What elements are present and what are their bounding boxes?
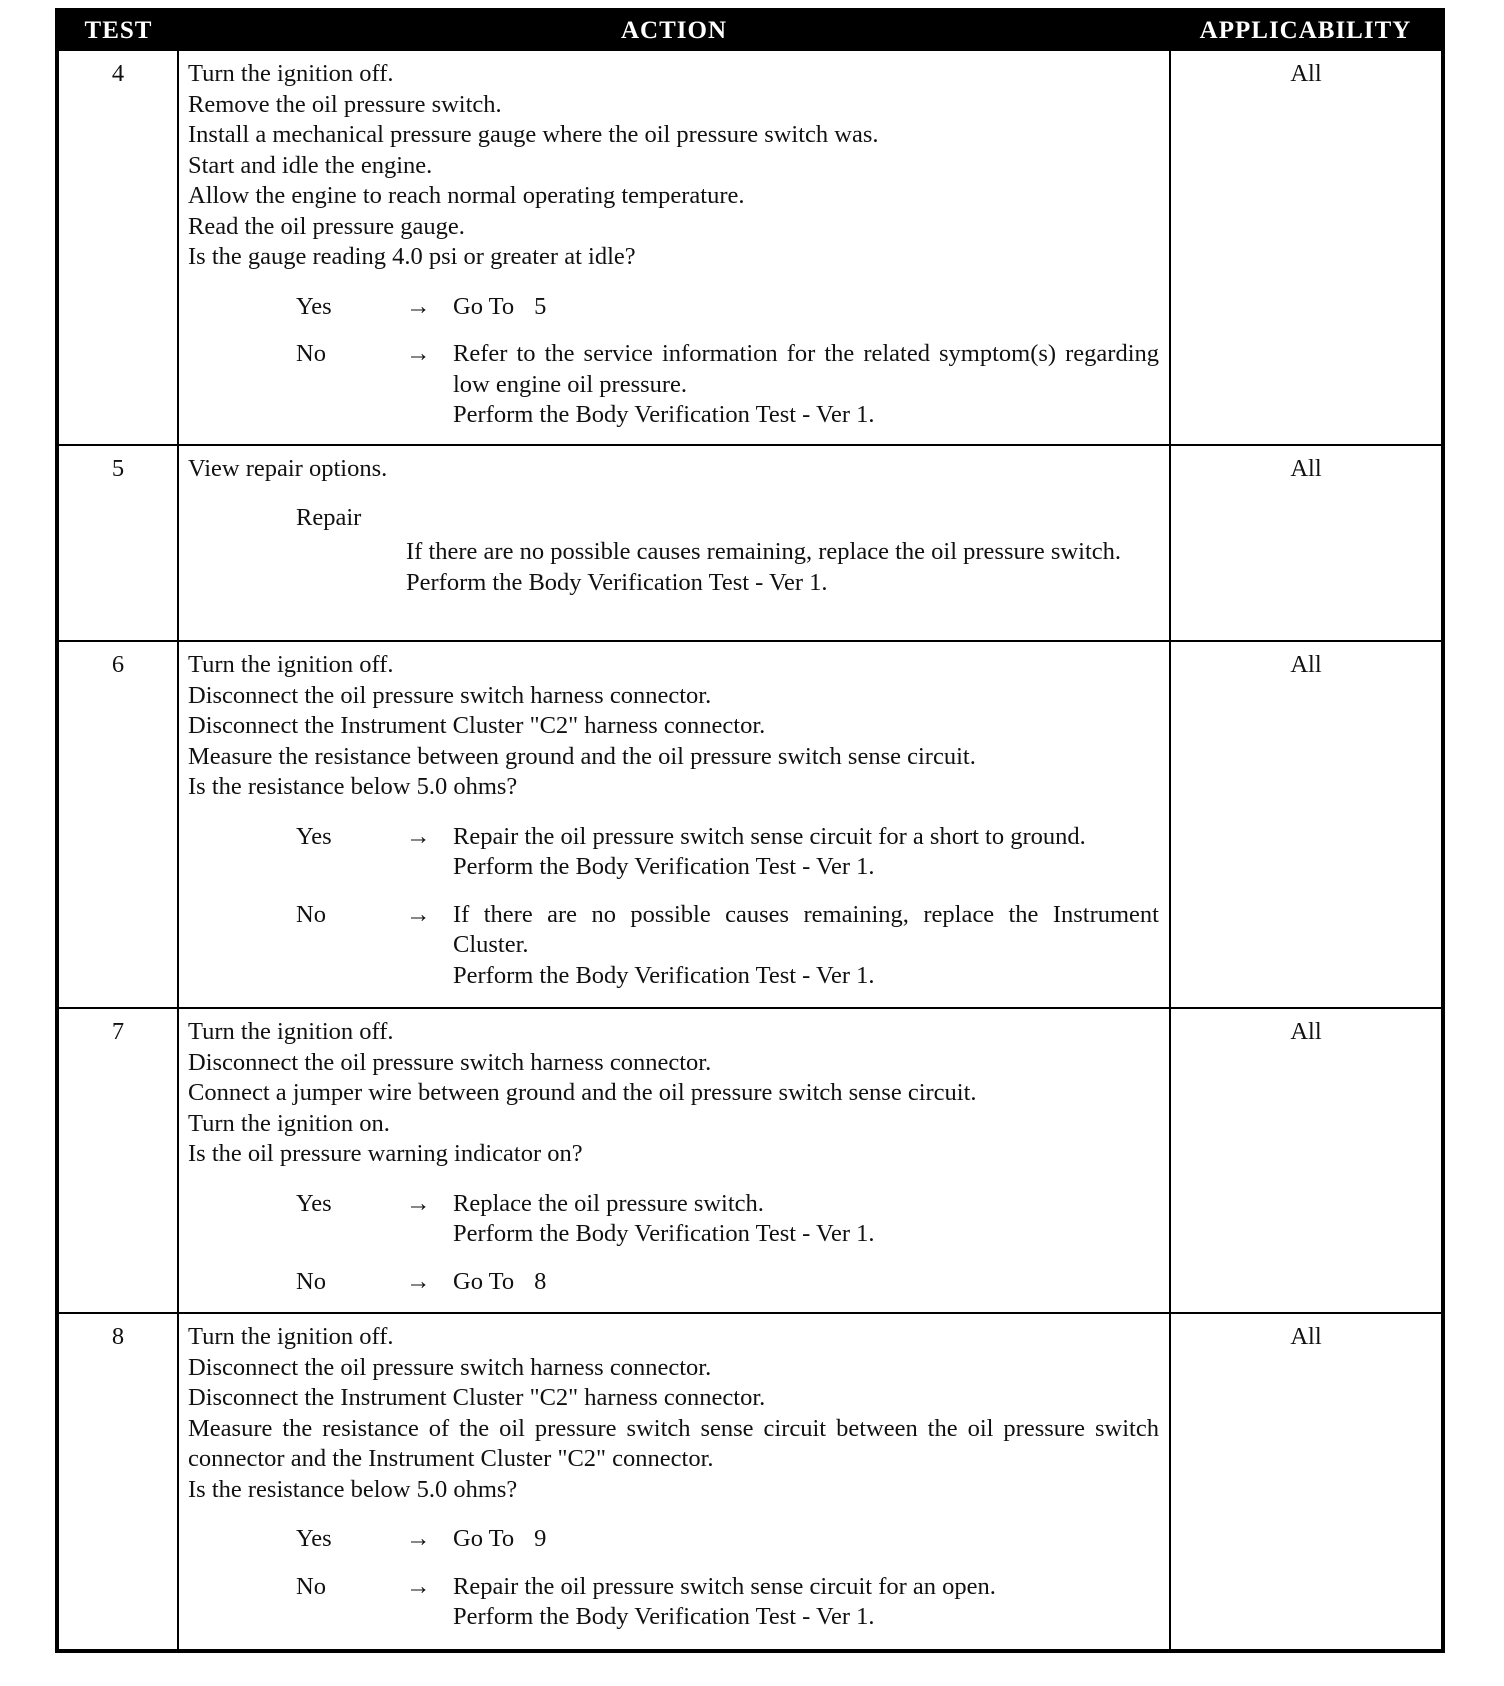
applicability-cell: All [1170, 445, 1443, 641]
arrow-icon: → [406, 292, 431, 320]
response-line: Repair the oil pressure switch sense circuit for a short to ground. [453, 822, 1086, 850]
test-number: 5 [57, 445, 178, 641]
step-line: Read the oil pressure gauge. [188, 212, 465, 240]
step-line: Remove the oil pressure switch. [188, 90, 502, 118]
arrow-icon: → [406, 900, 431, 928]
response-text [453, 900, 1159, 992]
go-to-number: 9 [534, 1525, 547, 1552]
step-line: Is the resistance below 5.0 ohms? [188, 773, 518, 800]
response-line: Replace the oil pressure switch. [453, 1189, 764, 1217]
yes-response [188, 1189, 1159, 1250]
yes-label: Yes [296, 1525, 332, 1552]
step-line: Measure the resistance between ground and the oil pressure switch sense circuit. [188, 742, 976, 770]
applicability-cell: All [1170, 1313, 1443, 1651]
test-row-6 [57, 641, 1443, 1008]
go-to-link[interactable] [453, 1524, 1159, 1555]
step-line: Disconnect the oil pressure switch harness connector. [188, 1048, 712, 1076]
test-row-4 [57, 50, 1443, 445]
step-line: Turn the ignition on. [188, 1109, 390, 1137]
test-row-5 [57, 445, 1443, 641]
response-line: Perform the Body Verification Test - Ver 1. [453, 401, 875, 428]
action-cell [178, 1313, 1170, 1651]
yes-response [188, 1524, 1159, 1555]
step-line: Disconnect the Instrument Cluster "C2" harness connector. [188, 1384, 766, 1411]
no-response [188, 900, 1159, 992]
header-applicability: APPLICABILITY [1170, 10, 1443, 50]
go-to-label: Go To [453, 292, 515, 320]
step-line: Is the gauge reading 4.0 psi or greater at idle? [188, 243, 636, 270]
yes-label: Yes [296, 822, 332, 850]
arrow-icon: → [406, 1572, 431, 1600]
test-row-8 [57, 1313, 1443, 1651]
yes-response [188, 822, 1159, 883]
table-header-row [57, 10, 1443, 50]
no-label: No [296, 1267, 326, 1295]
action-cell [178, 641, 1170, 1008]
diagnostic-test-table [55, 8, 1445, 1653]
test-number: 4 [57, 50, 178, 445]
go-to-number: 5 [534, 292, 547, 320]
response-line: If there are no possible causes remaining, replace the Instrument Cluster. [453, 900, 1159, 958]
no-label: No [296, 340, 326, 367]
step-line: Connect a jumper wire between ground and the oil pressure switch sense circuit. [188, 1079, 977, 1106]
step-line: Turn the ignition off. [188, 1323, 394, 1350]
response-text [453, 1572, 1159, 1633]
step-line: Turn the ignition off. [188, 1018, 394, 1045]
arrow-icon: → [406, 1525, 431, 1552]
step-line: Allow the engine to reach normal operating temperature. [188, 182, 745, 209]
no-label: No [296, 900, 326, 928]
applicability-cell: All [1170, 1008, 1443, 1313]
test-row-7 [57, 1008, 1443, 1313]
go-to-label: Go To [453, 1267, 515, 1295]
arrow-icon: → [406, 340, 431, 367]
step-line: Measure the resistance of the oil pressure switch sense circuit between the oil pressure switch connector and the Instrument Cluster "C2" connector. [188, 1414, 1159, 1472]
response-line: Refer to the service information for the related symptom(s) regarding low engine oil pressure. [453, 340, 1159, 398]
response-text [453, 822, 1159, 883]
header-test: TEST [57, 10, 178, 50]
step-line: Disconnect the oil pressure switch harness connector. [188, 1353, 712, 1381]
action-cell [178, 1008, 1170, 1313]
repair-label: Repair [296, 503, 362, 531]
applicability-cell: All [1170, 50, 1443, 445]
response-line: Perform the Body Verification Test - Ver 1. [453, 1220, 875, 1247]
step-line: Disconnect the Instrument Cluster "C2" harness connector. [188, 712, 766, 739]
go-to-label: Go To [453, 1525, 515, 1552]
no-response [188, 339, 1159, 431]
applicability-cell: All [1170, 641, 1443, 1008]
response-text [453, 339, 1159, 431]
no-label: No [296, 1572, 326, 1600]
repair-text [188, 537, 1159, 598]
step-line: Start and idle the engine. [188, 151, 433, 179]
arrow-icon: → [406, 1189, 431, 1217]
header-action: ACTION [178, 10, 1170, 50]
step-line: View repair options. [188, 455, 388, 482]
yes-label: Yes [296, 292, 332, 320]
test-number: 6 [57, 641, 178, 1008]
response-line: Perform the Body Verification Test - Ver 1. [453, 961, 875, 989]
step-line: Is the oil pressure warning indicator on? [188, 1140, 583, 1167]
arrow-icon: → [406, 1267, 431, 1295]
go-to-link[interactable] [453, 292, 1159, 323]
step-line: Install a mechanical pressure gauge where the oil pressure switch was. [188, 121, 879, 148]
go-to-number: 8 [534, 1267, 547, 1295]
yes-response [188, 292, 1159, 323]
response-line: If there are no possible causes remaining, replace the oil pressure switch. [406, 538, 1121, 565]
test-number: 8 [57, 1313, 178, 1651]
response-line: Perform the Body Verification Test - Ver 1. [453, 853, 875, 880]
response-line: Repair the oil pressure switch sense circuit for an open. [453, 1572, 996, 1600]
arrow-icon: → [406, 822, 431, 850]
action-cell [178, 50, 1170, 445]
response-line: Perform the Body Verification Test - Ver 1. [406, 568, 828, 596]
no-response [188, 1572, 1159, 1633]
response-line: Perform the Body Verification Test - Ver 1. [453, 1603, 875, 1630]
step-line: Is the resistance below 5.0 ohms? [188, 1475, 518, 1503]
yes-label: Yes [296, 1189, 332, 1217]
action-cell [178, 445, 1170, 641]
step-line: Turn the ignition off. [188, 651, 394, 678]
step-line: Turn the ignition off. [188, 60, 394, 87]
step-line: Disconnect the oil pressure switch harness connector. [188, 681, 712, 709]
response-text [453, 1189, 1159, 1250]
go-to-link[interactable] [453, 1267, 1159, 1298]
no-response [188, 1267, 1159, 1298]
test-number: 7 [57, 1008, 178, 1313]
